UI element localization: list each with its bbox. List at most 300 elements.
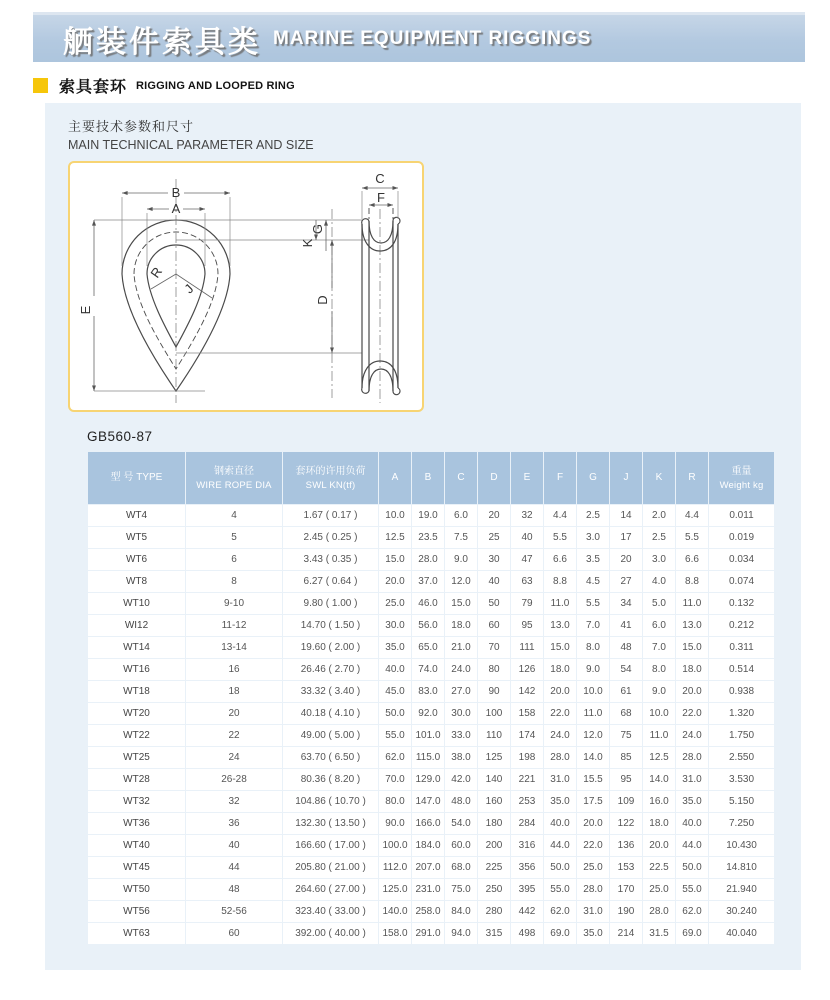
table-cell: 498: [511, 923, 543, 944]
table-cell: 20: [478, 505, 510, 526]
table-cell: 16.0: [643, 791, 675, 812]
table-cell: 32: [186, 791, 282, 812]
table-cell: 55.0: [544, 879, 576, 900]
table-cell: WT6: [88, 549, 185, 570]
table-cell: 250: [478, 879, 510, 900]
table-row: [88, 747, 774, 768]
table-cell: 0.132: [709, 593, 774, 614]
banner-title-en: MARINE EQUIPMENT RIGGINGS: [273, 27, 592, 49]
table-cell: 284: [511, 813, 543, 834]
table-row: [88, 791, 774, 812]
table-cell: 0.074: [709, 571, 774, 592]
table-cell: 174: [511, 725, 543, 746]
table-row: [88, 703, 774, 724]
table-cell: 55.0: [676, 879, 708, 900]
column-header: R: [676, 452, 708, 504]
table-cell: 48: [186, 879, 282, 900]
table-cell: 61: [610, 681, 642, 702]
table-cell: 392.00 ( 40.00 ): [283, 923, 378, 944]
table-cell: 104.86 ( 10.70 ): [283, 791, 378, 812]
table-cell: 70: [478, 637, 510, 658]
table-cell: 47: [511, 549, 543, 570]
table-cell: 60: [478, 615, 510, 636]
table-cell: 15.0: [544, 637, 576, 658]
table-cell: 62.0: [676, 901, 708, 922]
table-cell: 68: [610, 703, 642, 724]
table-cell: 323.40 ( 33.00 ): [283, 901, 378, 922]
table-cell: 54: [610, 659, 642, 680]
dim-label-r: R: [147, 264, 166, 281]
table-cell: 5.5: [676, 527, 708, 548]
table-cell: 0.938: [709, 681, 774, 702]
table-cell: 140.0: [379, 901, 411, 922]
table-cell: 24.0: [676, 725, 708, 746]
table-cell: 4.4: [676, 505, 708, 526]
table-cell: 6.6: [676, 549, 708, 570]
table-cell: 23.5: [412, 527, 444, 548]
table-cell: 46.0: [412, 593, 444, 614]
table-cell: 110: [478, 725, 510, 746]
column-header: F: [544, 452, 576, 504]
table-cell: 125: [478, 747, 510, 768]
page-banner: [33, 12, 805, 62]
table-cell: 36: [186, 813, 282, 834]
table-cell: 17: [610, 527, 642, 548]
table-cell: 28.0: [412, 549, 444, 570]
table-cell: 27.0: [445, 681, 477, 702]
table-cell: 28.0: [676, 747, 708, 768]
table-cell: 11.0: [643, 725, 675, 746]
column-header: D: [478, 452, 510, 504]
table-cell: 95: [610, 769, 642, 790]
column-header: C: [445, 452, 477, 504]
table-row: [88, 527, 774, 548]
table-cell: 1.750: [709, 725, 774, 746]
table-cell: 30: [478, 549, 510, 570]
table-cell: 200: [478, 835, 510, 856]
table-cell: 0.034: [709, 549, 774, 570]
table-cell: 20.0: [643, 835, 675, 856]
table-cell: 264.60 ( 27.00 ): [283, 879, 378, 900]
table-cell: WT16: [88, 659, 185, 680]
section-heading: [33, 74, 295, 97]
table-cell: 65.0: [412, 637, 444, 658]
table-cell: 214: [610, 923, 642, 944]
table-cell: 12.5: [643, 747, 675, 768]
table-cell: 13.0: [544, 615, 576, 636]
column-header: 钢索直径 WIRE ROPE DIA: [186, 452, 282, 504]
table-cell: 48: [610, 637, 642, 658]
table-cell: WT32: [88, 791, 185, 812]
table-cell: 49.00 ( 5.00 ): [283, 725, 378, 746]
table-cell: 15.0: [676, 637, 708, 658]
table-cell: 184.0: [412, 835, 444, 856]
table-cell: 166.0: [412, 813, 444, 834]
table-cell: 129.0: [412, 769, 444, 790]
table-cell: 79: [511, 593, 543, 614]
table-cell: 5.0: [643, 593, 675, 614]
table-cell: 90.0: [379, 813, 411, 834]
table-row: [88, 901, 774, 922]
table-cell: 166.60 ( 17.00 ): [283, 835, 378, 856]
table-cell: 33.0: [445, 725, 477, 746]
table-cell: 22.0: [544, 703, 576, 724]
table-cell: 225: [478, 857, 510, 878]
table-cell: 11.0: [544, 593, 576, 614]
table-cell: 22.0: [577, 835, 609, 856]
table-cell: 0.212: [709, 615, 774, 636]
table-row: [88, 571, 774, 592]
content-panel: [45, 103, 801, 970]
table-cell: 205.80 ( 21.00 ): [283, 857, 378, 878]
table-cell: 22.5: [643, 857, 675, 878]
table-cell: 41: [610, 615, 642, 636]
table-cell: 63.70 ( 6.50 ): [283, 747, 378, 768]
table-cell: 8.0: [643, 659, 675, 680]
table-cell: 27: [610, 571, 642, 592]
table-cell: 14: [610, 505, 642, 526]
column-header: 重量 Weight kg: [709, 452, 774, 504]
table-cell: 253: [511, 791, 543, 812]
table-cell: 31.0: [676, 769, 708, 790]
table-cell: 50.0: [544, 857, 576, 878]
table-cell: 4.5: [577, 571, 609, 592]
table-cell: 28.0: [544, 747, 576, 768]
dim-label-d: D: [315, 295, 330, 305]
table-cell: 3.5: [577, 549, 609, 570]
table-cell: 6.0: [643, 615, 675, 636]
table-row: [88, 923, 774, 944]
column-header: K: [643, 452, 675, 504]
table-cell: 20: [186, 703, 282, 724]
table-cell: WT10: [88, 593, 185, 614]
table-cell: 11.0: [577, 703, 609, 724]
table-cell: 33.32 ( 3.40 ): [283, 681, 378, 702]
table-cell: 32: [511, 505, 543, 526]
table-cell: 7.0: [577, 615, 609, 636]
table-cell: 291.0: [412, 923, 444, 944]
table-cell: 13.0: [676, 615, 708, 636]
table-cell: 25: [478, 527, 510, 548]
table-cell: 37.0: [412, 571, 444, 592]
table-cell: 45.0: [379, 681, 411, 702]
column-header: B: [412, 452, 444, 504]
panel-subtitle-zh: 主要技术参数和尺寸: [68, 119, 195, 134]
table-cell: 75.0: [445, 879, 477, 900]
table-cell: 30.240: [709, 901, 774, 922]
table-cell: 68.0: [445, 857, 477, 878]
table-cell: 442: [511, 901, 543, 922]
table-cell: 50.0: [379, 703, 411, 724]
table-cell: WT63: [88, 923, 185, 944]
table-cell: 0.011: [709, 505, 774, 526]
table-cell: 38.0: [445, 747, 477, 768]
banner-title: [33, 15, 805, 62]
table-cell: 35.0: [577, 923, 609, 944]
column-header: J: [610, 452, 642, 504]
table-cell: 80.0: [379, 791, 411, 812]
table-cell: 5: [186, 527, 282, 548]
table-cell: 35.0: [676, 791, 708, 812]
table-cell: 0.019: [709, 527, 774, 548]
thimble-drawing-svg: [70, 163, 422, 410]
table-cell: 40.0: [379, 659, 411, 680]
table-cell: 16: [186, 659, 282, 680]
table-cell: 125.0: [379, 879, 411, 900]
table-cell: 11.0: [676, 593, 708, 614]
panel-subtitle-en: MAIN TECHNICAL PARAMETER AND SIZE: [68, 138, 314, 152]
table-cell: 3.43 ( 0.35 ): [283, 549, 378, 570]
table-cell: 7.250: [709, 813, 774, 834]
table-cell: 75: [610, 725, 642, 746]
table-cell: 115.0: [412, 747, 444, 768]
table-cell: 140: [478, 769, 510, 790]
table-cell: 21.0: [445, 637, 477, 658]
table-cell: 8.8: [676, 571, 708, 592]
table-cell: 11-12: [186, 615, 282, 636]
table-cell: 0.514: [709, 659, 774, 680]
table-cell: 12.0: [577, 725, 609, 746]
table-cell: 12.0: [445, 571, 477, 592]
table-cell: 35.0: [379, 637, 411, 658]
column-header: 型 号 TYPE: [88, 452, 185, 504]
table-cell: 4.4: [544, 505, 576, 526]
table-cell: 94.0: [445, 923, 477, 944]
table-cell: 8.0: [577, 637, 609, 658]
table-cell: 280: [478, 901, 510, 922]
table-cell: 221: [511, 769, 543, 790]
table-cell: 14.70 ( 1.50 ): [283, 615, 378, 636]
table-row: [88, 681, 774, 702]
table-cell: 5.150: [709, 791, 774, 812]
table-cell: WT5: [88, 527, 185, 548]
table-cell: 112.0: [379, 857, 411, 878]
table-cell: 17.5: [577, 791, 609, 812]
table-row: [88, 857, 774, 878]
table-cell: 2.0: [643, 505, 675, 526]
table-cell: 40.0: [676, 813, 708, 834]
table-cell: 42.0: [445, 769, 477, 790]
table-cell: 2.5: [577, 505, 609, 526]
table-cell: WT25: [88, 747, 185, 768]
table-cell: 24.0: [445, 659, 477, 680]
table-cell: 20.0: [544, 681, 576, 702]
table-cell: WT50: [88, 879, 185, 900]
table-row: [88, 637, 774, 658]
standard-number: GB560-87: [87, 429, 153, 444]
table-cell: 198: [511, 747, 543, 768]
table-cell: 84.0: [445, 901, 477, 922]
table-cell: WT4: [88, 505, 185, 526]
table-cell: 14.0: [577, 747, 609, 768]
table-cell: 62.0: [379, 747, 411, 768]
table-row: [88, 769, 774, 790]
table-cell: 101.0: [412, 725, 444, 746]
table-cell: 190: [610, 901, 642, 922]
table-cell: WT45: [88, 857, 185, 878]
table-cell: 28.0: [643, 901, 675, 922]
table-cell: 4: [186, 505, 282, 526]
table-cell: 85: [610, 747, 642, 768]
table-cell: 180: [478, 813, 510, 834]
table-row: [88, 659, 774, 680]
section-title-en: RIGGING AND LOOPED RING: [136, 79, 295, 92]
column-header: G: [577, 452, 609, 504]
table-cell: 9.0: [643, 681, 675, 702]
table-body: [88, 505, 774, 944]
table-cell: 40.040: [709, 923, 774, 944]
table-cell: WT56: [88, 901, 185, 922]
column-header: A: [379, 452, 411, 504]
table-cell: 40.18 ( 4.10 ): [283, 703, 378, 724]
table-cell: 10.0: [379, 505, 411, 526]
table-row: [88, 505, 774, 526]
table-cell: 395: [511, 879, 543, 900]
table-cell: 22.0: [676, 703, 708, 724]
table-cell: 31.0: [577, 901, 609, 922]
table-cell: 92.0: [412, 703, 444, 724]
table-cell: 231.0: [412, 879, 444, 900]
table-cell: 55.0: [379, 725, 411, 746]
column-header: E: [511, 452, 543, 504]
table-cell: 158.0: [379, 923, 411, 944]
table-cell: 50: [478, 593, 510, 614]
table-row: [88, 813, 774, 834]
table-cell: 26-28: [186, 769, 282, 790]
table-cell: 63: [511, 571, 543, 592]
table-cell: 207.0: [412, 857, 444, 878]
table-cell: 4.0: [643, 571, 675, 592]
table-cell: 2.45 ( 0.25 ): [283, 527, 378, 548]
table-cell: 15.0: [379, 549, 411, 570]
table-cell: 19.0: [412, 505, 444, 526]
table-row: [88, 835, 774, 856]
table-cell: 15.5: [577, 769, 609, 790]
table-cell: 74.0: [412, 659, 444, 680]
table-cell: 26.46 ( 2.70 ): [283, 659, 378, 680]
table-cell: 315: [478, 923, 510, 944]
table-cell: 40: [186, 835, 282, 856]
table-cell: 80: [478, 659, 510, 680]
table-cell: 10.0: [577, 681, 609, 702]
table-cell: 136: [610, 835, 642, 856]
table-cell: 19.60 ( 2.00 ): [283, 637, 378, 658]
table-cell: 24.0: [544, 725, 576, 746]
section-title-zh: 索具套环: [59, 79, 128, 96]
table-row: [88, 549, 774, 570]
table-cell: 62.0: [544, 901, 576, 922]
table-cell: WT22: [88, 725, 185, 746]
table-cell: 44.0: [544, 835, 576, 856]
table-cell: 100.0: [379, 835, 411, 856]
table-cell: 9-10: [186, 593, 282, 614]
table-cell: 56.0: [412, 615, 444, 636]
table-cell: 48.0: [445, 791, 477, 812]
table-cell: 69.0: [544, 923, 576, 944]
table-cell: 0.311: [709, 637, 774, 658]
table-cell: WT36: [88, 813, 185, 834]
table-cell: 25.0: [577, 857, 609, 878]
table-cell: 10.430: [709, 835, 774, 856]
table-cell: 8: [186, 571, 282, 592]
table-cell: 50.0: [676, 857, 708, 878]
table-cell: 1.67 ( 0.17 ): [283, 505, 378, 526]
dim-label-k: K: [300, 238, 315, 248]
table-cell: 80.36 ( 8.20 ): [283, 769, 378, 790]
table-row: [88, 725, 774, 746]
table-cell: 31.0: [544, 769, 576, 790]
table-cell: 44: [186, 857, 282, 878]
table-cell: WT14: [88, 637, 185, 658]
table-cell: 20: [610, 549, 642, 570]
dim-label-b: B: [171, 185, 181, 200]
table-header: [88, 452, 774, 504]
table-cell: 158: [511, 703, 543, 724]
table-row: [88, 615, 774, 636]
table-cell: 95: [511, 615, 543, 636]
table-cell: 12.5: [379, 527, 411, 548]
table-cell: 44.0: [676, 835, 708, 856]
technical-drawing: [68, 161, 424, 412]
table-cell: 7.0: [643, 637, 675, 658]
table-cell: 35.0: [544, 791, 576, 812]
table-cell: 34: [610, 593, 642, 614]
table-cell: 18: [186, 681, 282, 702]
table-cell: 147.0: [412, 791, 444, 812]
table-cell: 21.940: [709, 879, 774, 900]
dim-label-g: G: [310, 223, 325, 235]
table-row: [88, 879, 774, 900]
table-cell: 258.0: [412, 901, 444, 922]
table-cell: WI12: [88, 615, 185, 636]
dim-label-c: C: [375, 171, 385, 186]
table-row: [88, 593, 774, 614]
table-cell: 170: [610, 879, 642, 900]
table-cell: 18.0: [445, 615, 477, 636]
table-cell: 3.0: [643, 549, 675, 570]
table-cell: 40.0: [544, 813, 576, 834]
column-header: 套环的许用负荷 SWL KN(tf): [283, 452, 378, 504]
yellow-square-icon: [33, 78, 48, 93]
table-cell: 18.0: [643, 813, 675, 834]
table-cell: 5.5: [577, 593, 609, 614]
table-cell: 25.0: [379, 593, 411, 614]
table-cell: 52-56: [186, 901, 282, 922]
table-cell: 9.0: [445, 549, 477, 570]
spec-table: [87, 451, 775, 945]
dim-label-j: J: [181, 281, 197, 297]
table-cell: 70.0: [379, 769, 411, 790]
table-cell: 30.0: [445, 703, 477, 724]
table-cell: 100: [478, 703, 510, 724]
table-cell: 2.5: [643, 527, 675, 548]
table-cell: 90: [478, 681, 510, 702]
dim-label-a: A: [171, 201, 181, 216]
table-cell: 20.0: [676, 681, 708, 702]
table-cell: WT40: [88, 835, 185, 856]
table-cell: 153: [610, 857, 642, 878]
table-cell: 22: [186, 725, 282, 746]
table-cell: 18.0: [544, 659, 576, 680]
table-cell: 60.0: [445, 835, 477, 856]
table-cell: 24: [186, 747, 282, 768]
table-cell: 69.0: [676, 923, 708, 944]
banner-title-zh: 舾装件索具类: [63, 25, 261, 59]
table-cell: 20.0: [379, 571, 411, 592]
table-cell: 18.0: [676, 659, 708, 680]
table-cell: 1.320: [709, 703, 774, 724]
table-cell: 142: [511, 681, 543, 702]
